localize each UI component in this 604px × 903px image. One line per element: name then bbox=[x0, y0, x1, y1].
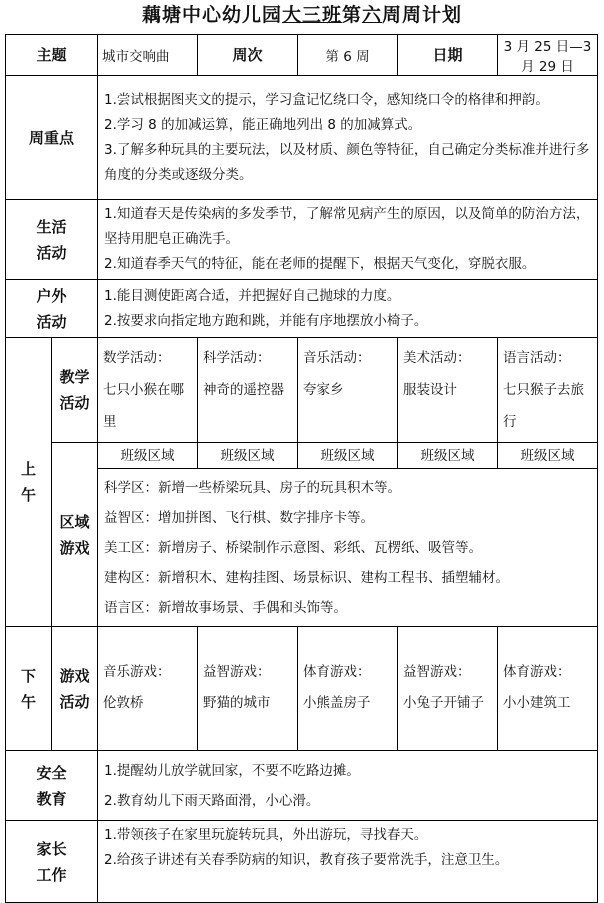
activity-type: 科学活动： bbox=[203, 350, 271, 366]
area-item: 语言区：新增故事场景、手偶和头饰等。 bbox=[104, 599, 348, 616]
activity-type: 数学活动： bbox=[103, 350, 171, 366]
game-cell bbox=[398, 627, 498, 751]
outdoor-row bbox=[6, 280, 598, 338]
game-type: 体育游戏： bbox=[303, 664, 371, 680]
date-value: 3 月 25 日—3 月 29 日 bbox=[498, 35, 598, 76]
game-type: 音乐游戏： bbox=[103, 664, 171, 680]
area-label bbox=[52, 443, 98, 627]
activity-name: 神奇的遥控器 bbox=[203, 382, 285, 398]
activity-type: 美术活动： bbox=[403, 350, 471, 366]
outdoor-content bbox=[98, 280, 598, 338]
area-header: 班级区域 bbox=[398, 443, 498, 469]
morning-label-1: 上 bbox=[20, 460, 36, 478]
life-item: 2.知道春季天气的特征，能在老师的提醒下，根据天气变化，穿脱衣服。 bbox=[104, 256, 536, 272]
game-type: 益智游戏： bbox=[403, 664, 471, 680]
activity-cell bbox=[98, 338, 198, 443]
parent-row bbox=[6, 821, 598, 903]
area-item: 科学区：新增一些桥梁玩具、房子的玩具积木等。 bbox=[104, 479, 402, 496]
afternoon-label-2: 午 bbox=[20, 692, 36, 711]
safety-item: 1.提醒幼儿放学就回家，不要不吃路边摊。 bbox=[104, 762, 360, 779]
safety-label-2: 教育 bbox=[36, 789, 67, 808]
area-header: 班级区域 bbox=[198, 443, 298, 469]
title-suffix: 周周计划 bbox=[382, 4, 463, 26]
activity-name: 服装设计 bbox=[403, 382, 458, 398]
area-header-row bbox=[6, 443, 598, 469]
game-name: 伦敦桥 bbox=[103, 695, 144, 711]
activity-cell bbox=[398, 338, 498, 443]
life-label-1: 生活 bbox=[36, 217, 67, 236]
morning-label-2: 午 bbox=[20, 486, 36, 504]
area-item: 建构区：新增积木、建构挂图、场景标识、建构工程书、插塑辅材。 bbox=[104, 569, 510, 586]
area-label-2: 游戏 bbox=[59, 538, 90, 557]
header-row bbox=[6, 35, 598, 76]
outdoor-label-1: 户外 bbox=[36, 286, 67, 305]
life-content bbox=[98, 200, 598, 280]
week-label: 周次 bbox=[198, 35, 298, 76]
title-prefix: 藕塘中心幼儿园 bbox=[141, 4, 282, 26]
safety-item: 2.教育幼儿下雨天路面滑，小心滑。 bbox=[104, 792, 320, 809]
week-value: 第 6 周 bbox=[298, 35, 398, 76]
afternoon-row bbox=[6, 627, 598, 751]
area-content bbox=[98, 469, 598, 627]
activity-name: 七只猴子去旅行 bbox=[503, 382, 585, 430]
area-header: 班级区域 bbox=[498, 443, 598, 469]
focus-content bbox=[98, 76, 598, 200]
games-label-1: 游戏 bbox=[59, 666, 90, 685]
title-class: 大三班 bbox=[281, 4, 342, 26]
teaching-label-1: 教学 bbox=[59, 368, 90, 386]
page-title bbox=[0, 0, 604, 34]
games-label-2: 活动 bbox=[59, 692, 90, 711]
area-label-1: 区域 bbox=[59, 512, 90, 531]
weekly-plan-table bbox=[5, 34, 598, 903]
area-item: 美工区：新增房子、桥梁制作示意图、彩纸、瓦楞纸、吸管等。 bbox=[104, 539, 483, 556]
teaching-label bbox=[52, 338, 98, 443]
focus-item: 1.尝试根据图夹文的提示，学习盒记忆绕口令，感知绕口令的格律和押韵。 bbox=[104, 91, 549, 108]
focus-item: 2.学习 8 的加减运算，能正确地列出 8 的加减算式。 bbox=[104, 116, 422, 133]
outdoor-item: 2.按要求向指定地方跑和跳，并能有序地摆放小椅子。 bbox=[104, 312, 428, 329]
activity-type: 语言活动： bbox=[503, 350, 571, 366]
teaching-label-2: 活动 bbox=[59, 394, 90, 412]
outdoor-label-2: 活动 bbox=[36, 312, 67, 331]
activity-cell bbox=[198, 338, 298, 443]
parent-content bbox=[98, 821, 598, 903]
afternoon-label bbox=[6, 627, 52, 751]
focus-row bbox=[6, 76, 598, 200]
area-header: 班级区域 bbox=[98, 443, 198, 469]
game-name: 小熊盖房子 bbox=[303, 695, 371, 711]
focus-item: 3.了解多种玩具的主要玩法，以及材质、颜色等特征，自己确定分类标准并进行多角度的分类或逐级分类。 bbox=[104, 141, 590, 183]
parent-item: 1.带领孩子在家里玩旋转玩具，外出游玩，寻找春天。 bbox=[104, 827, 428, 843]
life-row bbox=[6, 200, 598, 280]
area-header: 班级区域 bbox=[298, 443, 398, 469]
theme-value: 城市交响曲 bbox=[98, 35, 198, 76]
date-label: 日期 bbox=[398, 35, 498, 76]
parent-label-2: 工作 bbox=[36, 865, 67, 884]
parent-label bbox=[6, 821, 98, 903]
outdoor-label bbox=[6, 280, 98, 338]
parent-label-1: 家长 bbox=[36, 839, 67, 858]
outdoor-item: 1.能目测使距离合适，并把握好自己抛球的力度。 bbox=[104, 287, 401, 304]
game-type: 益智游戏： bbox=[203, 664, 271, 680]
life-item: 1.知道春天是传染病的多发季节，了解常见病产生的原因，以及简单的防治方法，坚持用肥皂正确洗手。 bbox=[104, 206, 590, 247]
teaching-row bbox=[6, 338, 598, 443]
safety-label-1: 安全 bbox=[36, 763, 67, 782]
activity-cell bbox=[498, 338, 598, 443]
morning-label bbox=[6, 338, 52, 627]
title-middle: 第 bbox=[341, 4, 362, 26]
title-week-num: 六 bbox=[362, 4, 383, 26]
focus-label: 周重点 bbox=[6, 76, 98, 200]
game-cell bbox=[98, 627, 198, 751]
activity-name: 七只小猴在哪里 bbox=[103, 382, 185, 430]
activity-name: 夸家乡 bbox=[303, 382, 344, 398]
life-label bbox=[6, 200, 98, 280]
activity-cell bbox=[298, 338, 398, 443]
game-cell bbox=[298, 627, 398, 751]
safety-label bbox=[6, 751, 98, 821]
life-label-2: 活动 bbox=[36, 243, 67, 262]
parent-item: 2.给孩子讲述有关春季防病的知识，教育孩子要常洗手，注意卫生。 bbox=[104, 852, 509, 868]
game-name: 小兔子开铺子 bbox=[403, 695, 485, 711]
game-name: 小小建筑工 bbox=[503, 695, 571, 711]
afternoon-label-1: 下 bbox=[20, 666, 36, 685]
game-name: 野猫的城市 bbox=[203, 695, 271, 711]
safety-content bbox=[98, 751, 598, 821]
game-cell bbox=[198, 627, 298, 751]
safety-row bbox=[6, 751, 598, 821]
game-type: 体育游戏： bbox=[503, 664, 571, 680]
area-item: 益智区：增加拼图、飞行棋、数字排序卡等。 bbox=[104, 509, 375, 526]
activity-type: 音乐活动： bbox=[303, 350, 371, 366]
games-label bbox=[52, 627, 98, 751]
theme-label: 主题 bbox=[6, 35, 98, 76]
game-cell bbox=[498, 627, 598, 751]
